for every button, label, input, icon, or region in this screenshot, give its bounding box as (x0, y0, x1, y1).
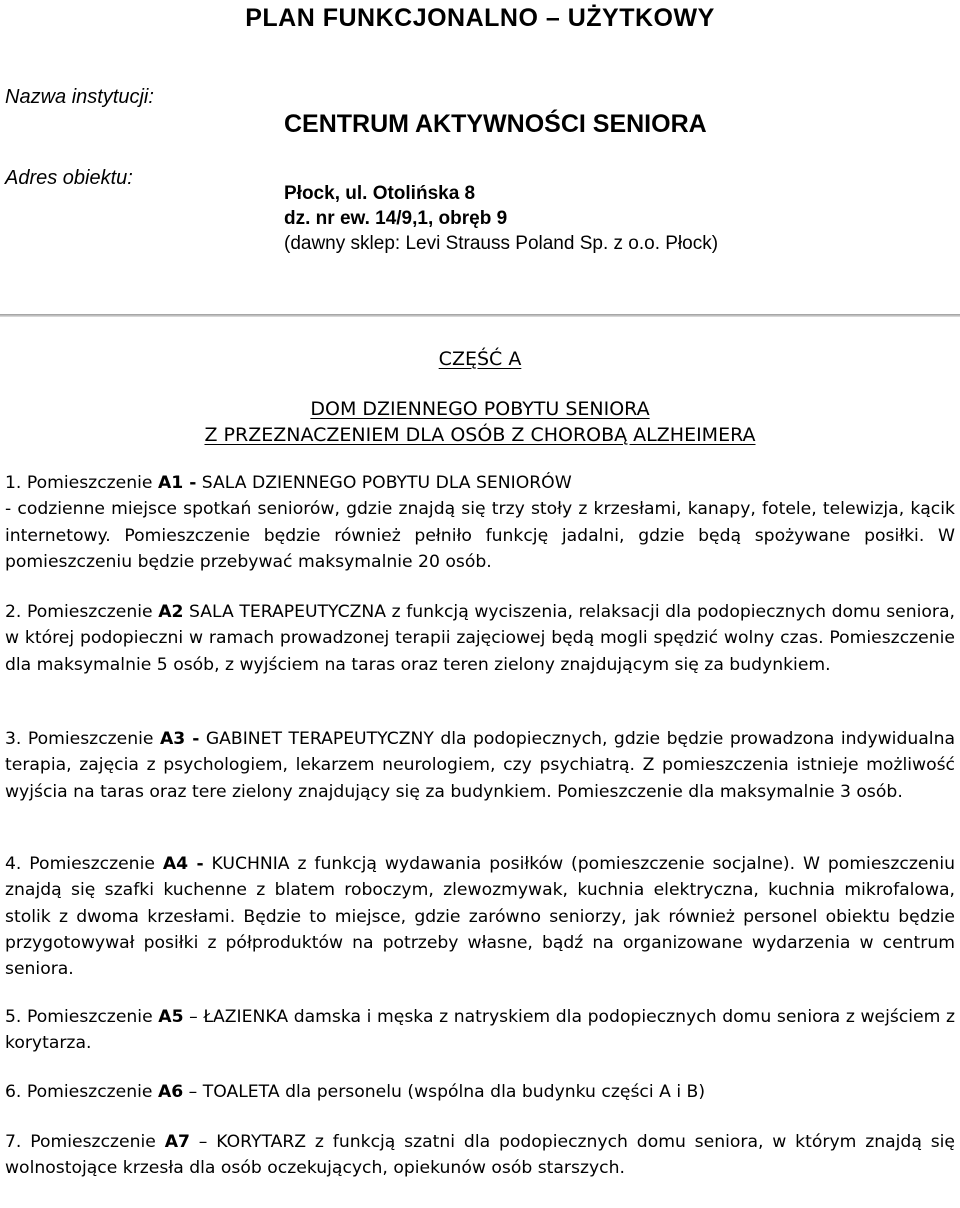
room-section-a7 (5, 1129, 955, 1182)
room-code: A1 (157, 473, 184, 493)
room-paragraph (5, 1129, 955, 1182)
room-dash: - (188, 854, 204, 874)
room-prefix: 4. Pomieszczenie (5, 854, 163, 874)
room-paragraph (5, 599, 955, 678)
room-prefix: 7. Pomieszczenie (5, 1132, 165, 1152)
room-paragraph (5, 726, 955, 805)
institution-label: Nazwa instytucji: (5, 86, 154, 108)
room-name: SALA TERAPEUTYCZNA (183, 602, 386, 622)
room-section-a2 (5, 599, 955, 678)
part-subtitle-2: Z PRZEZNACZENIEM DLA OSÓB Z CHOROBĄ ALZHEIMERA (204, 424, 756, 446)
address-line-former: (dawny sklep: Levi Strauss Poland Sp. z o.o. Płock) (284, 233, 719, 254)
room-description: z funkcją wyciszenia, relaksacji dla podopiecznych domu seniora, w której podopieczni w ramach prowadzonej terapii zajęciowej będą mogli spędzić wolny czas. Pomieszczenie dla maksymalnie 5 osób, z wyjściem na taras oraz teren zielony znajdującym się za budynkiem. (5, 602, 955, 675)
room-description: dla podopiecznych, gdzie będzie prowadzona indywidualna terapia, zajęcia z psychologiem, lekarzem neurologiem, czy psychiatrą. Z pomieszczenia istnieje możliwość wyjścia na taras oraz tere zielony znajdujący się za budynkiem. Pomieszczenie dla maksymalnie 3 osób. (5, 729, 955, 802)
room-prefix: 3. Pomieszczenie (5, 729, 160, 749)
room-description: - codzienne miejsce spotkań seniorów, gdzie znajdą się trzy stoły z krzesłami, kanapy, fotele, telewizja, kącik internetowy. Pomieszczenie będzie również pełniło funkcję jadalni, gdzie będą spożywane posiłki. W pomieszczeniu będzie przebywać maksymalnie 20 osób. (5, 499, 955, 572)
room-dash: - (183, 473, 197, 493)
room-section-a3 (5, 726, 955, 805)
room-prefix: 2. Pomieszczenie (5, 602, 159, 622)
room-prefix: 6. Pomieszczenie (5, 1082, 158, 1102)
address-label: Adres obiektu: (5, 167, 133, 189)
room-dash: – (183, 1007, 198, 1027)
room-section-a6 (5, 1079, 955, 1105)
room-name: KORYTARZ (207, 1132, 307, 1152)
room-name: KUCHNIA (203, 854, 290, 874)
institution-name: CENTRUM AKTYWNOŚCI SENIORA (284, 110, 707, 138)
room-code: A6 (157, 1082, 184, 1102)
room-dash: – (183, 1082, 198, 1102)
room-description: dla personelu (wspólna dla budynku części A i B) (285, 1082, 706, 1102)
room-code: A2 (158, 602, 184, 622)
document-title: PLAN FUNKCJONALNO – UŻYTKOWY (245, 4, 715, 32)
part-subtitle-1: DOM DZIENNEGO POBYTU SENIORA (310, 398, 650, 420)
room-name: TOALETA (197, 1082, 280, 1102)
room-heading (5, 470, 955, 496)
room-code: A7 (164, 1132, 190, 1152)
horizontal-divider (0, 314, 960, 317)
room-code: A4 (162, 854, 189, 874)
room-code: A3 (159, 729, 186, 749)
room-description: damska i męska z natryskiem dla podopiecznych domu seniora z wejściem z korytarza. (5, 1007, 956, 1054)
room-description: z funkcją wydawania posiłków (pomieszczenie socjalne). W pomieszczeniu znajdą się szafki kuchenne z blatem roboczym, zlewozmywak, kuchnia elektryczna, kuchnia mikrofalowa, stolik z dwoma krzesłami. Będzie to miejsce, gdzie zarówno seniorzy, jak również personel obiektu będzie przygotowywał posiłki z półproduktów na potrzeby własne, bądź na organizowane wydarzenia w centrum seniora. (5, 854, 955, 980)
room-code: A5 (158, 1007, 184, 1027)
room-name: ŁAZIENKA (197, 1007, 289, 1027)
address-line-street: Płock, ul. Otolińska 8 (284, 183, 476, 204)
room-description: z funkcją szatni dla podopiecznych domu seniora, w którym znajdą się wolnostojące krzesła dla osób oczekujących, opiekunów osób starszych. (5, 1132, 955, 1179)
room-section-a4 (5, 851, 955, 982)
room-prefix: 1. Pomieszczenie (5, 473, 158, 493)
room-name: SALA DZIENNEGO POBYTU DLA SENIORÓW (196, 473, 572, 493)
address-plot-text: dz. nr ew. 14/9,1, obręb 9 (284, 208, 508, 229)
address-block (284, 181, 718, 256)
room-paragraph (5, 851, 955, 982)
room-name: GABINET TERAPEUTYCZNY (199, 729, 434, 749)
room-section-a5 (5, 1004, 955, 1057)
room-paragraph (5, 1079, 955, 1105)
room-section-a1 (5, 470, 955, 575)
address-line-plot (284, 206, 718, 231)
room-dash: - (185, 729, 200, 749)
room-paragraph (5, 1004, 955, 1057)
room-prefix: 5. Pomieszczenie (5, 1007, 159, 1027)
part-heading: CZĘŚĆ A (438, 348, 522, 370)
room-dash: – (189, 1132, 208, 1152)
